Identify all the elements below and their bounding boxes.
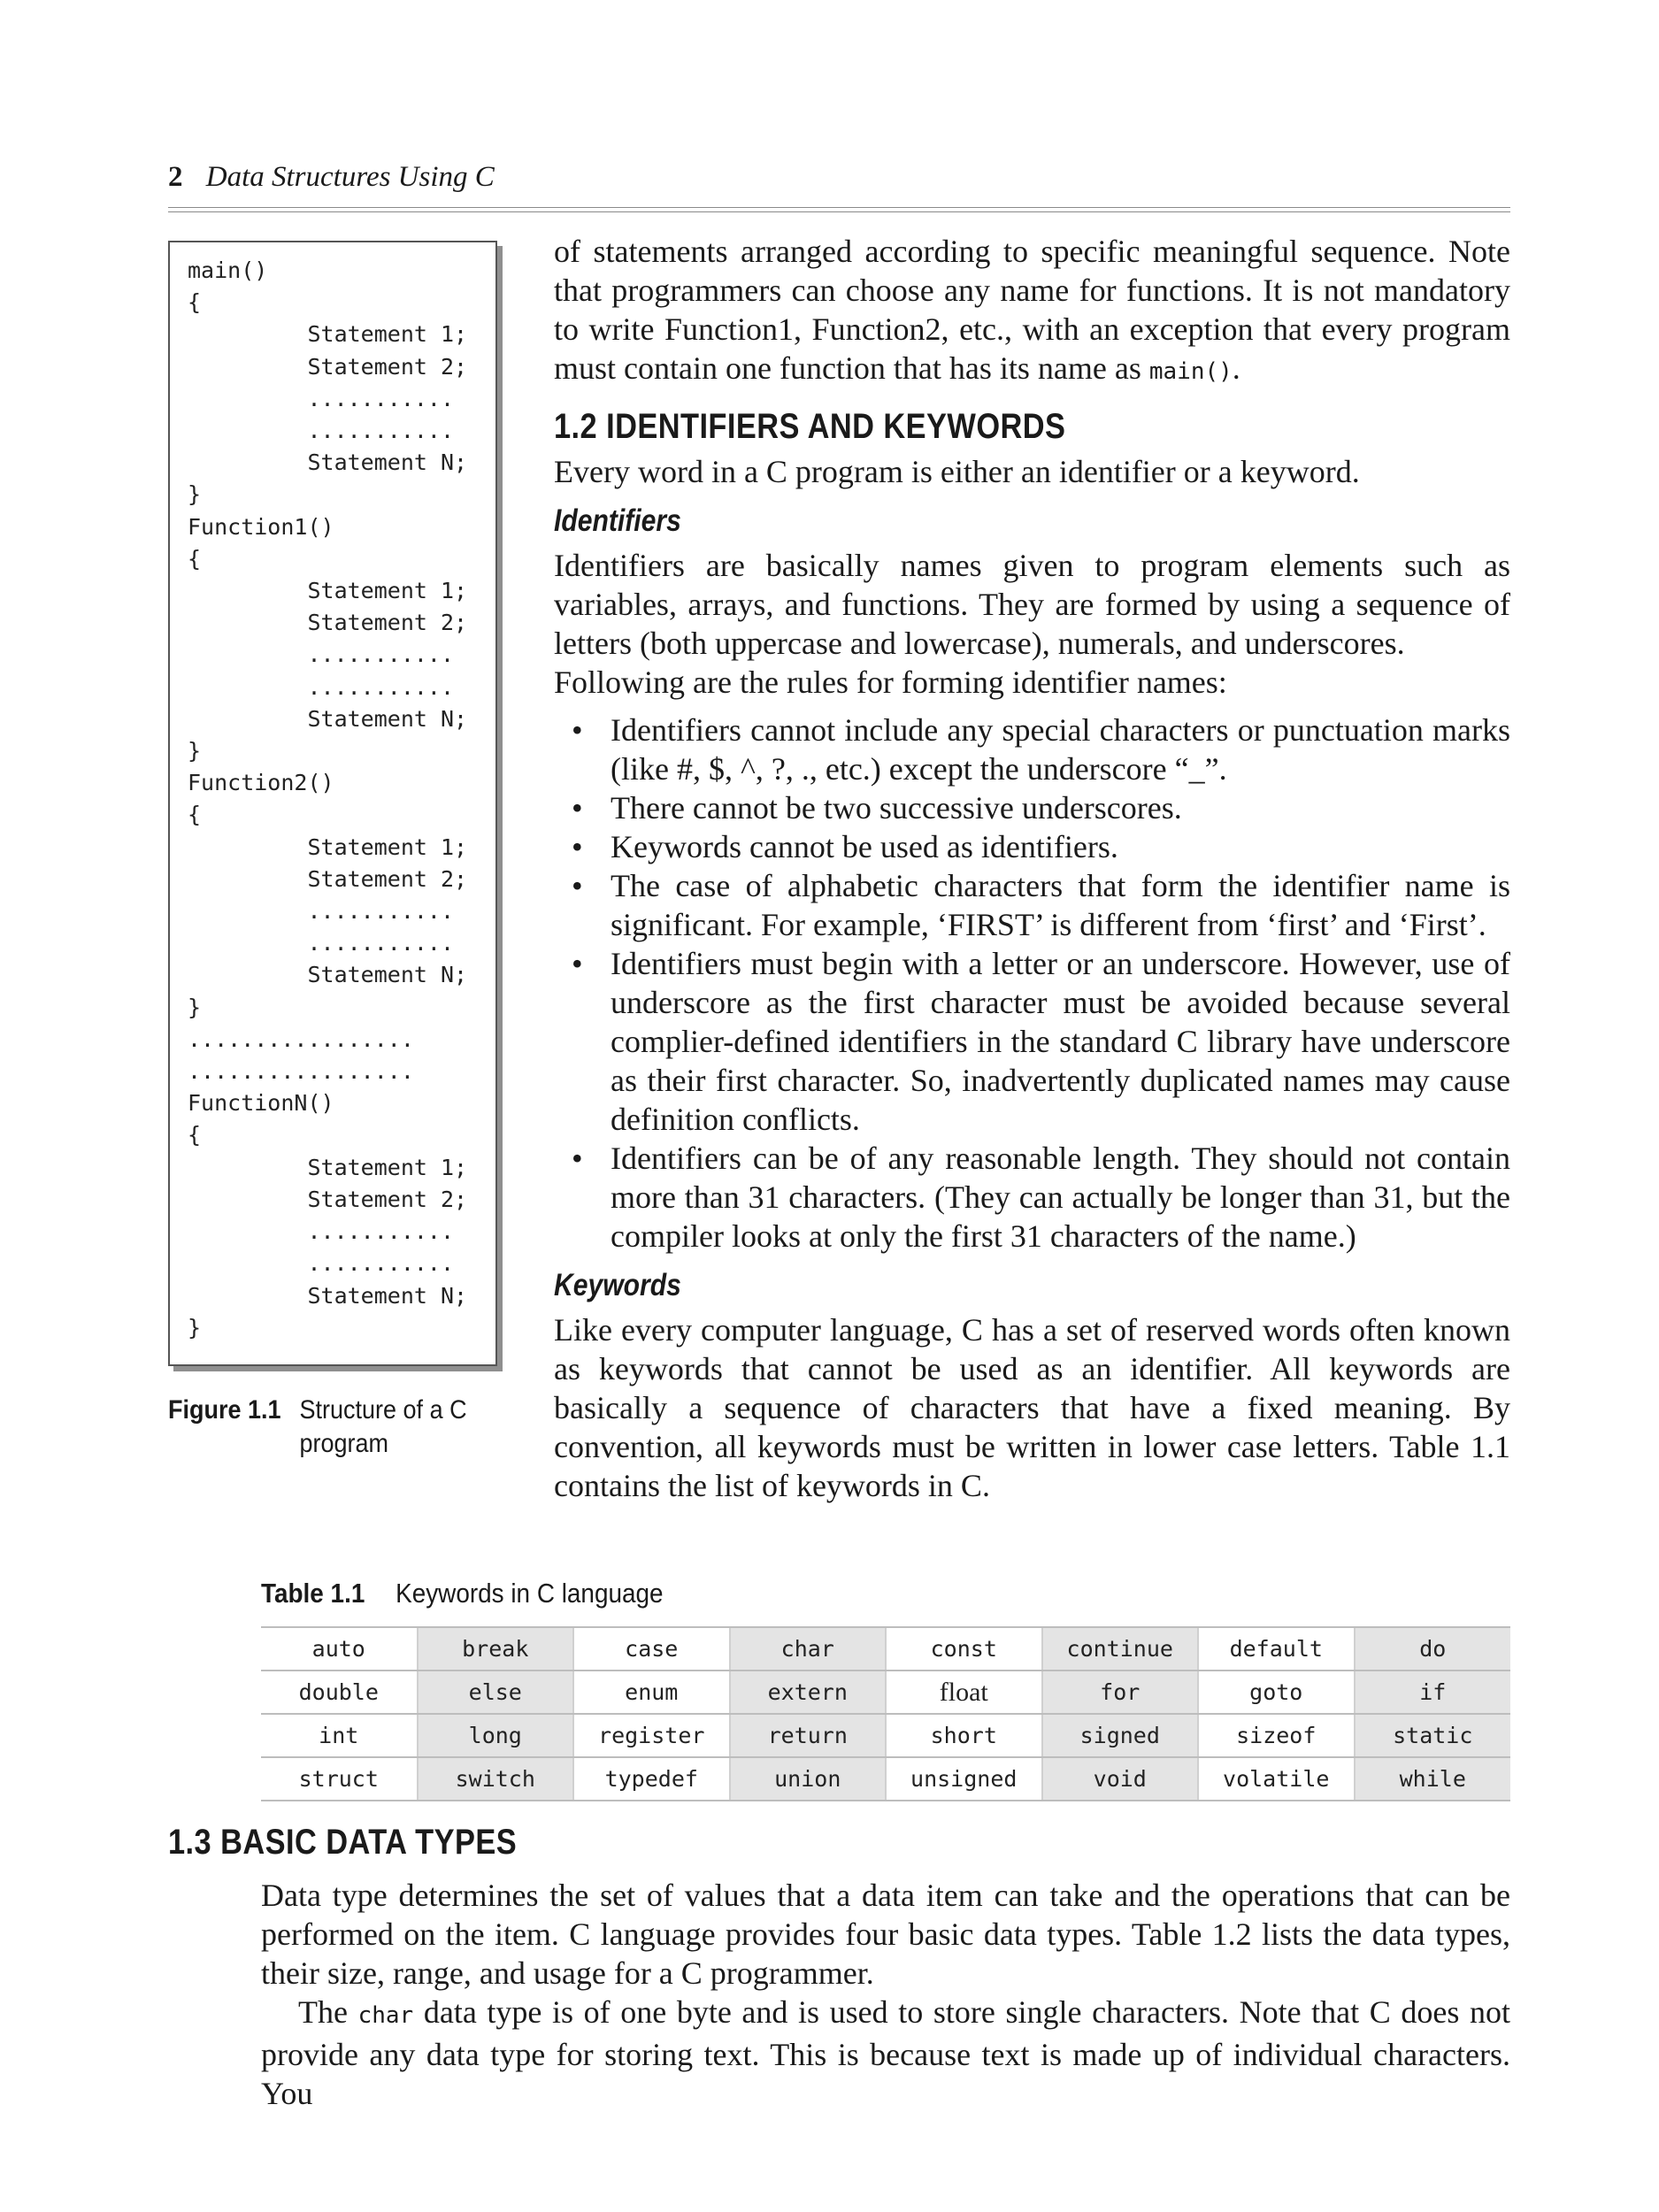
table-caption-text: Keywords in C language [396,1578,664,1609]
table-cell: goto [1198,1671,1355,1714]
section-1-3-header [168,1823,573,1863]
keywords-heading: Keywords [554,1268,681,1302]
identifiers-heading: Identifiers [554,503,681,538]
intro-paragraph [554,232,1510,391]
table-cell: signed [1042,1714,1199,1757]
table-cell: int [261,1714,418,1757]
code-figure [168,241,497,1366]
table-cell: struct [261,1757,418,1801]
table-cell: float [886,1671,1042,1714]
section-lead: Every word in a C program is either an identifier or a keyword. [554,454,1360,489]
table-caption-label: Table 1.1 [261,1578,365,1609]
intro-code: main() [1148,358,1233,385]
keywords-table [261,1626,1510,1801]
table-cell: long [418,1714,574,1757]
table-row [261,1671,1510,1714]
keywords-paragraph: Like every computer language, C has a set of reserved words often known as keywords that cannot be used as an identifier. All keywords are basically a sequence of characters that have a fixed meaning. By convention, all keywords must be written in lower case letters. Table 1.1 contains the list of keywords in C. [554,1312,1510,1503]
list-item: • Keywords cannot be used as identifiers. [554,827,1510,866]
table-cell: do [1355,1627,1511,1671]
table-row [261,1714,1510,1757]
table-cell: for [1042,1671,1199,1714]
table-cell: union [730,1757,887,1801]
figure-caption-text: Structure of a C program [299,1395,467,1458]
table-cell: else [418,1671,574,1714]
table-cell: register [573,1714,730,1757]
table-cell: unsigned [886,1757,1042,1801]
section-heading-1-3: 1.3 BASIC DATA TYPES [168,1823,518,1862]
list-item: • The case of alphabetic characters that form the identifier name is significant. For example, ‘FIRST’ is different from ‘first’ and ‘First’. [554,866,1510,944]
table-cell: void [1042,1757,1199,1801]
table-cell: char [730,1627,887,1671]
list-item: • There cannot be two successive underscores. [554,788,1510,827]
table-cell: case [573,1627,730,1671]
code-listing: main() { Statement 1; Statement 2; ........... ........... Statement N; } Function1() { Statement 1; Statement 2; ........... ........... Statement N; } Function2() { Statement 1; Statement 2; ........... ........... Statement N; } ................. ................. FunctionN() { Statement 1; Statement 2; ........... ........... Statement N; } [188,257,468,1340]
table-cell: continue [1042,1627,1199,1671]
page-number: 2 [168,161,183,193]
table-cell: short [886,1714,1042,1757]
figure-caption-label: Figure 1.1 [168,1395,281,1425]
table-cell: enum [573,1671,730,1714]
identifiers-paragraph: Identifiers are basically names given to program elements such as variables, arrays, and functions. They are formed by using a sequence of letters (both uppercase and lowercase), numerals, and underscores. [554,548,1510,661]
right-column [554,232,1510,1505]
table-cell: break [418,1627,574,1671]
table-cell: volatile [1198,1757,1355,1801]
section-heading-1-2: 1.2 IDENTIFIERS AND KEYWORDS [554,407,1066,446]
char-code: char [357,2002,414,2029]
table-cell: switch [418,1757,574,1801]
table-row [261,1757,1510,1801]
list-item: • Identifiers cannot include any special characters or punctuation marks (like #, $, ^, ?, ., etc.) except the underscore “_”. [554,710,1510,788]
table-cell: while [1355,1757,1511,1801]
list-item: • Identifiers can be of any reasonable length. They should not contain more than 31 characters. (They can actually be longer than 31, but the compiler looks at only the first 31 characters of the name.) [554,1139,1510,1256]
char-text-before: The [298,1994,358,2030]
identifier-rules-list [554,710,1510,1256]
table-cell: default [1198,1627,1355,1671]
header-rule [168,207,1510,212]
identifiers-rules-intro: Following are the rules for forming identifier names: [554,664,1227,700]
table-cell: double [261,1671,418,1714]
running-head [168,161,495,194]
table-cell: static [1355,1714,1511,1757]
list-item: • Identifiers must begin with a letter or an underscore. However, use of underscore as the first character must be avoided because several complier-defined identifiers in the standard C library have underscore as their first character. So, inadvertently duplicated names may cause definition conflicts. [554,944,1510,1139]
table-cell: const [886,1627,1042,1671]
table-cell: sizeof [1198,1714,1355,1757]
char-paragraph [261,1993,1510,2113]
table-row [261,1627,1510,1671]
table-cell: if [1355,1671,1511,1714]
intro-text: of statements arranged according to specific meaningful sequence. Note that programmers can choose any name for functions. It is not mandatory to write Function1, Function2, etc., with an exception that every program must contain one function that has its name as [554,234,1510,386]
table-caption [261,1578,664,1609]
data-types-paragraph: Data type determines the set of values that a data item can take and the operations that can be performed on the item. C language provides four basic data types. Table 1.2 lists the data types, their size, range, and usage for a C programmer. [261,1878,1510,1991]
table-cell: return [730,1714,887,1757]
section-1-3-body [261,1876,1510,2113]
figure-caption [168,1394,471,1461]
intro-end: . [1232,350,1240,386]
book-title: Data Structures Using C [205,161,495,193]
table-cell: typedef [573,1757,730,1801]
char-text-after: data type is of one byte and is used to store single characters. Note that C does not provide any data type for storing text. This is because text is made up of individual characters. You [261,1994,1510,2111]
table-cell: auto [261,1627,418,1671]
table-cell: extern [730,1671,887,1714]
